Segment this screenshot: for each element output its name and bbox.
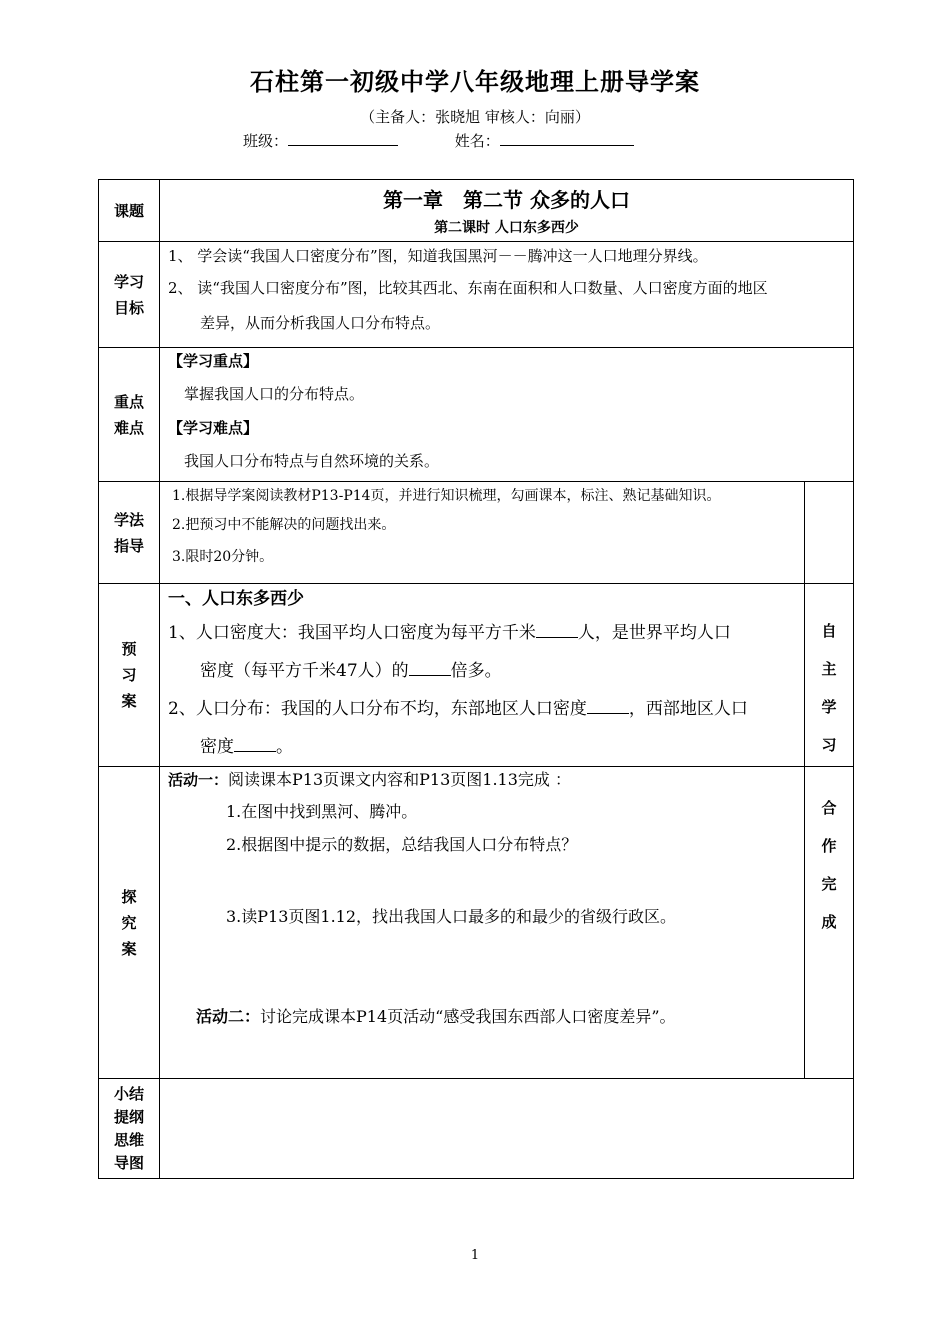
goal-item-1: 1、 学会读“我国人口密度分布”图，知道我国黑河－－腾冲这一人口地理分界线。	[168, 247, 708, 265]
side-self-1: 自	[821, 622, 837, 640]
preview-q2-a: 2、人口分布：我国的人口分布不均，东部地区人口密度	[168, 699, 587, 719]
cell-explore-side	[805, 767, 854, 1079]
activity-1-step-3: 3.读P13页图1.12，找出我国人口最多的和最少的省级行政区。	[226, 907, 677, 926]
row-explore	[99, 767, 854, 1079]
hard-point-heading: 【学习难点】	[168, 419, 259, 437]
label-preview	[99, 584, 160, 767]
cell-goals	[160, 242, 854, 348]
name-blank[interactable]	[500, 131, 634, 146]
label-preview-2: 习	[121, 666, 137, 684]
row-goals	[99, 242, 854, 348]
label-method-2: 指导	[113, 536, 144, 555]
label-preview-3: 案	[121, 692, 137, 710]
cell-preview-side	[805, 584, 854, 767]
label-summary-2: 提纲	[113, 1107, 144, 1126]
label-focus-2: 难点	[113, 418, 144, 437]
side-self-2: 主	[821, 660, 837, 678]
page-subtitle: （主备人：张晓旭 审核人：向丽）	[360, 108, 590, 126]
row-preview	[99, 584, 854, 767]
preview-heading: 一、人口东多西少	[168, 589, 304, 609]
page-number: 1	[470, 1248, 480, 1263]
preview-q1-b: 人，是世界平均人口	[577, 623, 731, 643]
activity-2-label: 活动二：	[196, 1007, 261, 1026]
row-topic	[99, 180, 854, 242]
side-coop-4: 成	[821, 913, 837, 931]
label-explore-2: 究	[121, 913, 137, 932]
label-focus	[99, 348, 160, 482]
side-coop-2: 作	[821, 837, 837, 855]
label-goals-2: 目标	[113, 298, 144, 317]
label-explore-3: 案	[121, 939, 137, 958]
guide-table	[98, 179, 854, 1179]
goal-item-2b: 差异，从而分析我国人口分布特点。	[200, 314, 441, 332]
row-method	[99, 482, 854, 584]
label-goals-1: 学习	[113, 272, 144, 291]
side-coop-1: 合	[821, 799, 837, 817]
label-summary-1: 小结	[113, 1084, 144, 1103]
cell-topic	[160, 180, 854, 242]
east-density-blank[interactable]	[587, 695, 629, 714]
preview-q1-d: 倍多。	[450, 661, 502, 681]
method-item-1: 1.根据导学案阅读教材P13-P14页，并进行知识梳理，勾画课本，标注、熟记基础知识。	[172, 488, 721, 504]
side-self-4: 习	[821, 736, 837, 754]
page-title: 石柱第一初级中学八年级地理上册导学案	[250, 68, 700, 96]
cell-explore	[160, 767, 805, 1079]
label-goals	[99, 242, 160, 348]
class-label: 班级：	[243, 132, 289, 150]
row-summary	[99, 1079, 854, 1179]
preview-q2-b: ，西部地区人口	[628, 699, 748, 719]
activity-1	[160, 767, 804, 793]
activity-1-step-2: 2.根据图中提示的数据，总结我国人口分布特点？	[226, 835, 578, 854]
label-summary	[99, 1079, 160, 1179]
cell-summary[interactable]	[160, 1079, 854, 1179]
preview-q1-c: 密度（每平方千米47人）的	[200, 661, 409, 681]
activity-1-step-1: 1.在图中找到黑河、腾冲。	[226, 802, 418, 821]
activity-2	[160, 1003, 804, 1031]
preview-q1-line1	[160, 614, 804, 652]
class-blank[interactable]	[288, 131, 398, 146]
preview-q2-d: 。	[276, 737, 293, 757]
cell-focus	[160, 348, 854, 482]
label-explore	[99, 767, 160, 1079]
cell-method-side	[805, 482, 854, 584]
label-method	[99, 482, 160, 584]
label-explore-1: 探	[121, 887, 137, 906]
key-point-heading: 【学习重点】	[168, 352, 259, 370]
preview-q2-c: 密度	[200, 737, 234, 757]
preview-q1-line2	[160, 652, 804, 690]
row-focus	[99, 348, 854, 482]
activity-2-text: 讨论完成课本P14页活动“感受我国东西部人口密度差异”。	[260, 1007, 676, 1026]
goal-item-2a: 2、 读“我国人口密度分布”图，比较其西北、东南在面积和人口数量、人口密度方面的地区	[168, 279, 768, 297]
multiple-blank[interactable]	[409, 657, 451, 676]
method-item-3: 3.限时20分钟。	[172, 549, 274, 565]
class-name-line	[243, 130, 634, 151]
side-coop-3: 完	[821, 875, 837, 893]
preview-q1-a: 1、人口密度大：我国平均人口密度为每平方千米	[168, 623, 536, 643]
activity-1-label: 活动一：	[168, 771, 229, 789]
key-point-text: 掌握我国人口的分布特点。	[184, 385, 365, 403]
lesson-title: 第二课时 人口东多西少	[434, 220, 579, 236]
label-topic: 课题	[99, 180, 160, 242]
label-method-1: 学法	[113, 510, 144, 529]
chapter-title: 第一章 第二节 众多的人口	[383, 188, 630, 212]
activity-1-text: 阅读课本P13页课文内容和P13页图1.13完成 ：	[228, 770, 571, 789]
label-summary-3: 思维	[113, 1130, 144, 1149]
preview-q2-line2	[160, 728, 804, 766]
density-blank[interactable]	[536, 619, 578, 638]
preview-q2-line1	[160, 690, 804, 728]
west-density-blank[interactable]	[234, 733, 276, 752]
cell-method	[160, 482, 805, 584]
hard-point-text: 我国人口分布特点与自然环境的关系。	[184, 452, 440, 470]
label-summary-4: 导图	[113, 1153, 144, 1172]
name-label: 姓名：	[454, 132, 500, 150]
method-item-2: 2.把预习中不能解决的问题找出来。	[172, 517, 396, 533]
side-self-3: 学	[821, 698, 837, 716]
cell-preview	[160, 584, 805, 767]
label-focus-1: 重点	[113, 392, 144, 411]
label-preview-1: 预	[121, 640, 137, 658]
